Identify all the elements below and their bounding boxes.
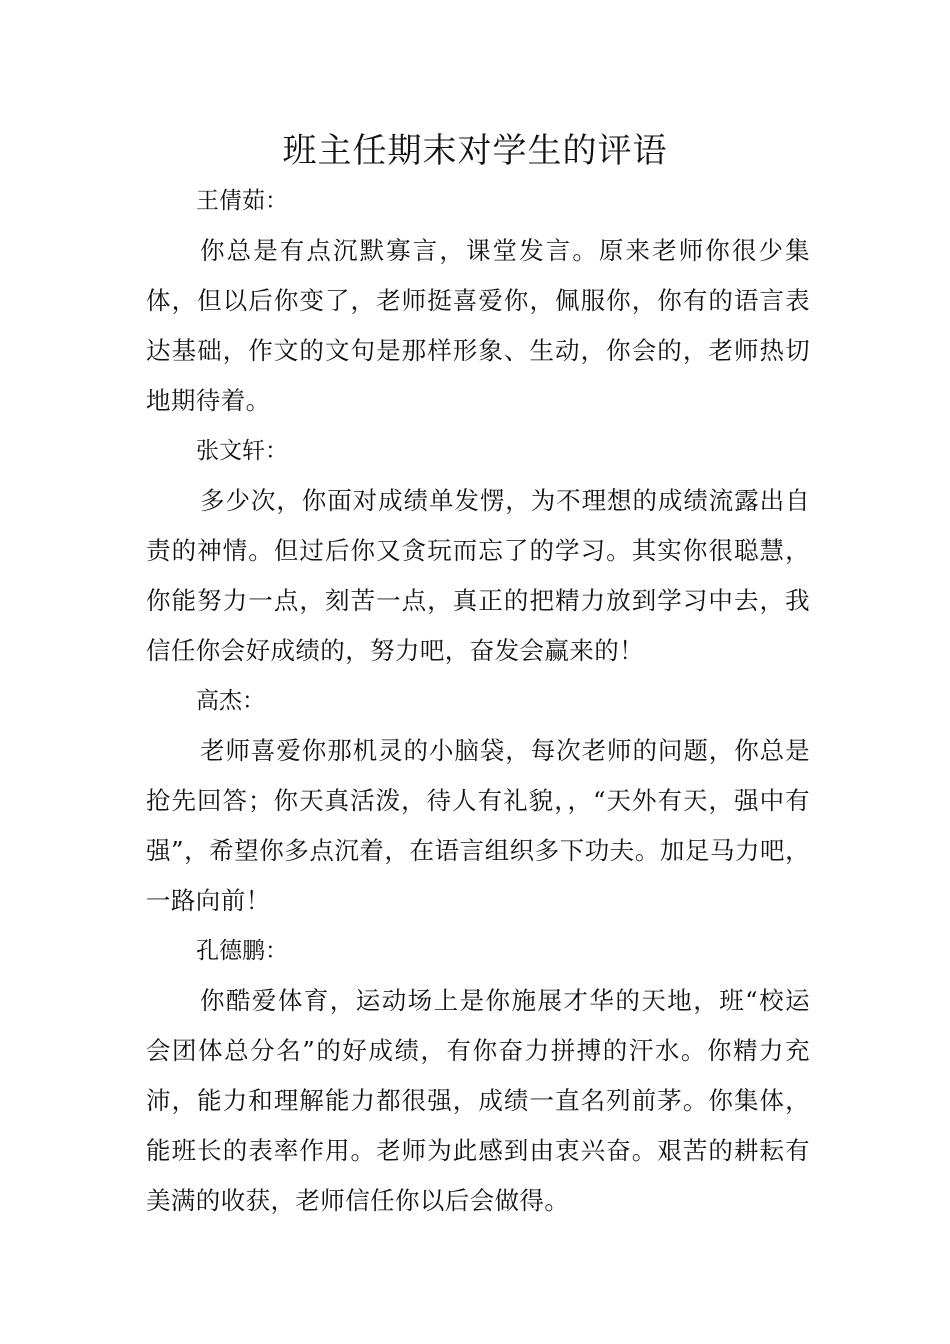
student-entry bbox=[146, 676, 810, 926]
comment-paragraph: 你酷爱体育，运动场上是你施展才华的天地，班“校运会团体总分名”的好成绩，有你奋力拼搏的汗水。你精力充沛，能力和理解能力都很强，成绩一直名列前茅。你集体，能班长的表率作用。老师为此感到由衷兴奋。艰苦的耕耘有美满的收获，老师信任你以后会做得。 bbox=[146, 986, 810, 1215]
student-entry bbox=[146, 426, 810, 676]
document-body bbox=[146, 176, 810, 1226]
comment-paragraph: 多少次，你面对成绩单发愣，为不理想的成绩流露出自责的神情。但过后你又贪玩而忘了的学习。其实你很聪慧，你能努力一点，刻苦一点，真正的把精力放到学习中去，我信任你会好成绩的，努力吧，奋发会赢来的！ bbox=[146, 486, 810, 665]
student-entry bbox=[146, 926, 810, 1226]
comment-paragraph: 你总是有点沉默寡言，课堂发言。原来老师你很少集体，但以后你变了，老师挺喜爱你，佩服你，你有的语言表达基础，作文的文句是那样形象、生动，你会的，老师热切地期待着。 bbox=[146, 236, 810, 415]
student-name: 张文轩： bbox=[196, 438, 288, 464]
document-title: 班主任期末对学生的评语 bbox=[282, 131, 668, 171]
student-name: 高杰： bbox=[196, 688, 265, 714]
student-name: 孔德鹏： bbox=[196, 938, 288, 964]
student-name: 王倩茹： bbox=[196, 188, 288, 214]
comment-paragraph: 老师喜爱你那机灵的小脑袋，每次老师的问题，你总是抢先回答；你天真活泼，待人有礼貌，，“天外有天，强中有强”，希望你多点沉着，在语言组织多下功夫。加足马力吧，一路向前！ bbox=[146, 736, 810, 915]
student-entry bbox=[146, 176, 810, 426]
